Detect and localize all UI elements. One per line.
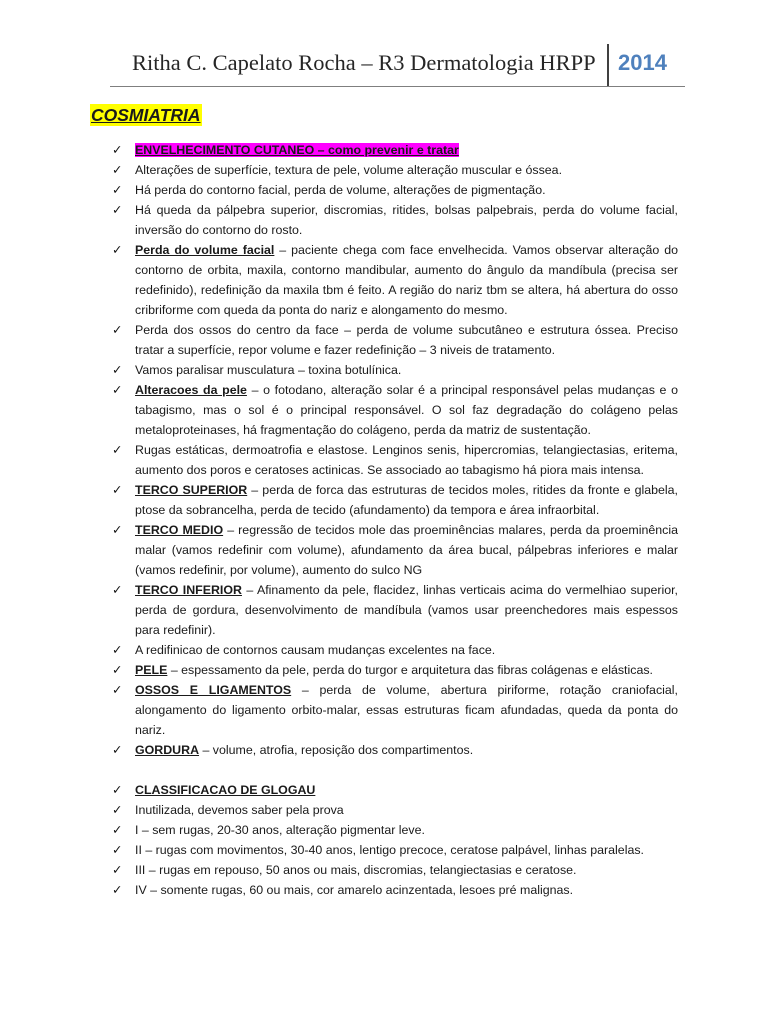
checkmark-icon: ✓ bbox=[112, 882, 123, 897]
checkmark-icon: ✓ bbox=[112, 822, 123, 837]
item-keyword: PELE bbox=[135, 663, 168, 677]
item-text: Vamos paralisar musculatura – toxina botulínica. bbox=[135, 363, 402, 377]
header-title: Ritha C. Capelato Rocha – R3 Dermatologia HRPP bbox=[132, 50, 596, 75]
list-item bbox=[0, 740, 678, 760]
checkmark-icon: ✓ bbox=[112, 642, 123, 657]
item-text: Há perda do contorno facial, perda de volume, alterações de pigmentação. bbox=[135, 183, 546, 197]
checkmark-icon: ✓ bbox=[112, 862, 123, 877]
list-item bbox=[0, 160, 678, 180]
checkmark-icon: ✓ bbox=[112, 682, 123, 697]
item-text: IV – somente rugas, 60 ou mais, cor amarelo acinzentada, lesoes pré malignas. bbox=[135, 883, 574, 897]
checkmark-icon: ✓ bbox=[112, 362, 123, 377]
item-text: Perda dos ossos do centro da face – perda de volume subcutâneo e estrutura óssea. Preciso tratar a superfície, repor volume e fazer redefinição – 3 niveis de tratamento. bbox=[135, 323, 678, 357]
list-item bbox=[0, 800, 678, 820]
item-text: A redifinicao de contornos causam mudanças excelentes na face. bbox=[135, 643, 496, 657]
item-text: – Afinamento da pele, flacidez, linhas verticais acima do vermelhiao superior, perda de gordura, desenvolvimento de mandíbula (vamos usar preenchedores mais espessos para redefinir). bbox=[135, 583, 679, 637]
header-divider bbox=[607, 44, 609, 86]
list-item bbox=[0, 480, 678, 520]
item-keyword: TERCO INFERIOR bbox=[135, 583, 242, 597]
checkmark-icon: ✓ bbox=[112, 242, 123, 257]
item-text: I – sem rugas, 20-30 anos, alteração pigmentar leve. bbox=[135, 823, 425, 837]
checkmark-icon: ✓ bbox=[112, 842, 123, 857]
list-item bbox=[0, 320, 678, 360]
page-header bbox=[110, 44, 685, 87]
item-text: – o fotodano, alteração solar é a principal responsável pelas mudanças e o tabagismo, mas o sol é o principal responsável. O sol faz degradação do colágeno pelas metaloproteinases, há fragmentação do colágeno, perda da matriz de sustentação. bbox=[135, 383, 678, 437]
item-text: – volume, atrofia, reposição dos compartimentos. bbox=[199, 743, 474, 757]
list-item bbox=[0, 660, 678, 680]
item-text: II – rugas com movimentos, 30-40 anos, lentigo precoce, ceratose palpável, linhas paralelas. bbox=[135, 843, 644, 857]
item-text: – paciente chega com face envelhecida. Vamos observar alteração do contorno de orbita, maxila, contorno mandibular, aumento do ângulo da mandíbula (precisa ser redefinido), redefinição da maxila tbm é feito. A região do nariz tbm se altera, há abertura do osso cribriforme com queda da ponta do nariz e alongamento do mesmo. bbox=[135, 243, 678, 317]
list-item bbox=[0, 200, 678, 240]
item-text: – perda de forca das estruturas de tecidos moles, ritides da fronte e glabela, ptose da sobrancelha, perda de tecido (afundamento) da tempora e área infraorbital. bbox=[135, 483, 679, 517]
checkmark-icon: ✓ bbox=[112, 782, 123, 797]
checkmark-icon: ✓ bbox=[112, 482, 123, 497]
list-item bbox=[0, 840, 678, 860]
list-item bbox=[0, 580, 678, 640]
list-item bbox=[0, 860, 678, 880]
list-item bbox=[0, 820, 678, 840]
item-text: Inutilizada, devemos saber pela prova bbox=[135, 803, 344, 817]
item-text: – regressão de tecidos mole das proeminências malares, perda da proeminência malar (vamos redefinir com volume), afundamento da área bucal, pálpebras inferiores e malar (vamos redefinir, por volume), aumento do sulco NG bbox=[135, 523, 678, 577]
list-item bbox=[0, 780, 678, 800]
checkmark-icon: ✓ bbox=[112, 322, 123, 337]
item-text: – espessamento da pele, perda do turgor e arquitetura das fibras colágenas e elásticas. bbox=[167, 663, 653, 677]
item-text: Alterações de superfície, textura de pele, volume alteração muscular e óssea. bbox=[135, 163, 563, 177]
checkmark-icon: ✓ bbox=[112, 202, 123, 217]
list-item bbox=[0, 520, 678, 580]
section-title: COSMIATRIA bbox=[91, 105, 201, 125]
list-item bbox=[0, 380, 678, 440]
list-item bbox=[0, 680, 678, 740]
list-item bbox=[0, 640, 678, 660]
list-item bbox=[0, 180, 678, 200]
list-item bbox=[0, 440, 678, 480]
list-item bbox=[0, 880, 678, 900]
checkmark-icon: ✓ bbox=[112, 802, 123, 817]
item-text: III – rugas em repouso, 50 anos ou mais, discromias, telangiectasias e ceratose. bbox=[135, 863, 577, 877]
checkmark-icon: ✓ bbox=[112, 662, 123, 677]
checkmark-icon: ✓ bbox=[112, 742, 123, 757]
item-keyword: TERCO SUPERIOR bbox=[135, 483, 248, 497]
item-keyword: OSSOS E LIGAMENTOS bbox=[135, 683, 292, 697]
item-keyword: CLASSIFICACAO DE GLOGAU bbox=[135, 783, 316, 797]
list-item bbox=[0, 240, 678, 320]
item-keyword: TERCO MEDIO bbox=[135, 523, 224, 537]
checkmark-icon: ✓ bbox=[112, 382, 123, 397]
item-keyword: Alteracoes da pele bbox=[135, 383, 247, 397]
checkmark-icon: ✓ bbox=[112, 582, 123, 597]
checkmark-icon: ✓ bbox=[112, 522, 123, 537]
item-text: Há queda da pálpebra superior, discromias, ritides, bolsas palpebrais, perda do volume facial, inversão do contorno do rosto. bbox=[135, 203, 678, 237]
checkmark-icon: ✓ bbox=[112, 142, 123, 157]
item-text: Rugas estáticas, dermoatrofia e elastose. Lenginos senis, hipercromias, telangiectasias, eritema, aumento dos poros e ceratoses actinicas. Se associado ao tabagismo há piora mais intensa. bbox=[135, 443, 678, 477]
header-year: 2014 bbox=[618, 50, 667, 75]
list-item bbox=[0, 140, 678, 160]
highlighted-heading: ENVELHECIMENTO CUTANEO – como prevenir e tratar bbox=[135, 143, 459, 157]
spacer bbox=[0, 760, 768, 780]
item-keyword: Perda do volume facial bbox=[135, 243, 275, 257]
checkmark-icon: ✓ bbox=[112, 162, 123, 177]
item-text: – perda de volume, abertura piriforme, rotação craniofacial, alongamento do ligamento orbito-malar, essas estruturas ficam afundadas, queda da ponta do nariz. bbox=[135, 683, 678, 737]
bullet-list bbox=[0, 140, 768, 900]
checkmark-icon: ✓ bbox=[112, 442, 123, 457]
item-keyword: GORDURA bbox=[135, 743, 200, 757]
checkmark-icon: ✓ bbox=[112, 182, 123, 197]
list-item bbox=[0, 360, 678, 380]
